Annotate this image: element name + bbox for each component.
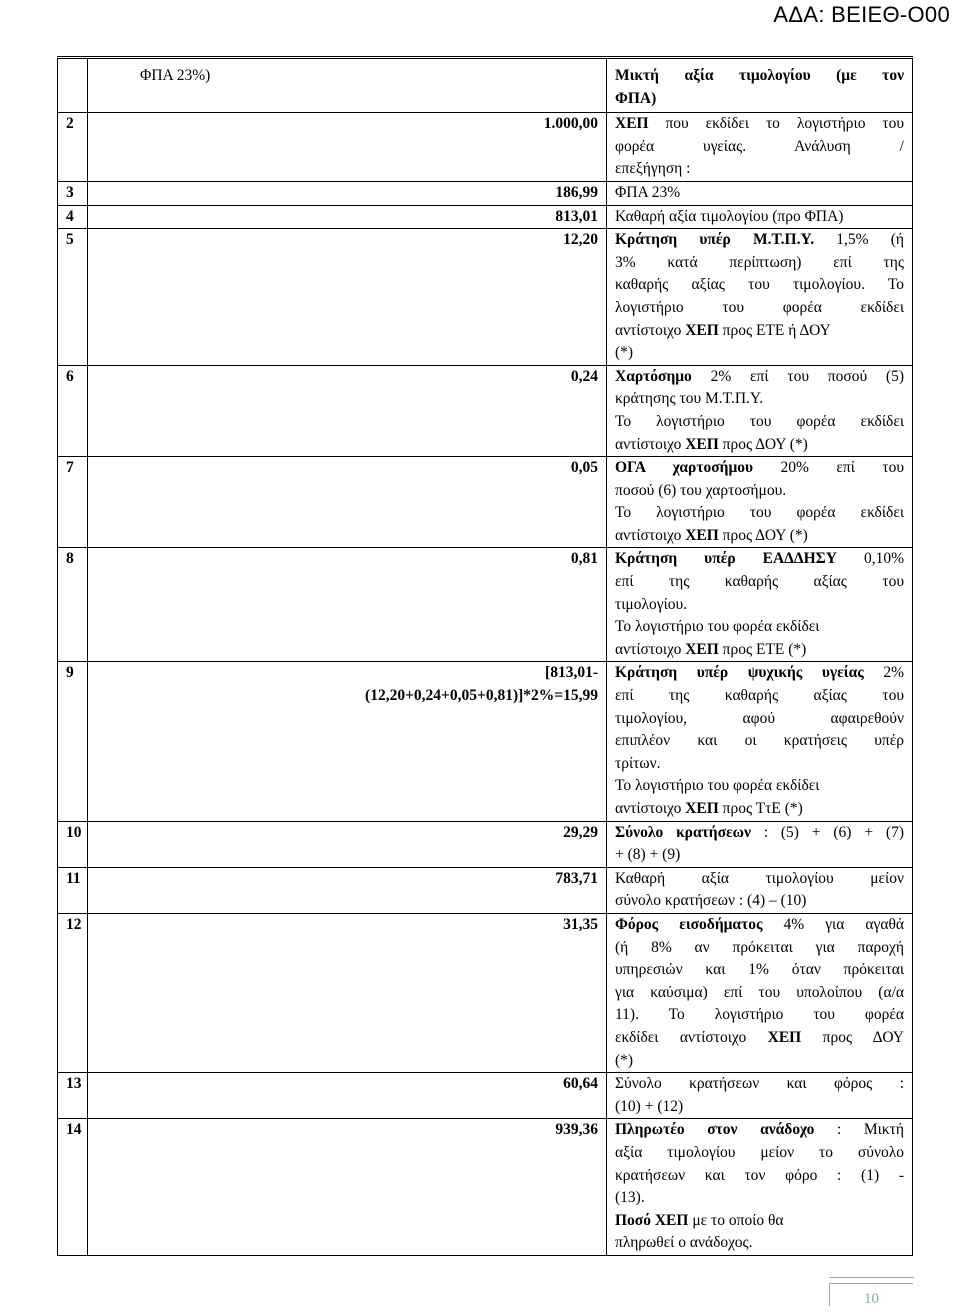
table-row: [58, 457, 913, 548]
desc-fragment: καθαρής αξίας του τιμολογίου. Το: [615, 276, 904, 294]
amount-line: 12,20: [563, 231, 598, 249]
desc-fragment: (ή 8% αν πρόκειται για παροχή: [615, 938, 904, 956]
desc-line: [615, 136, 904, 159]
row-amount: [88, 457, 607, 548]
desc-fragment: αντίστοιχο: [615, 800, 686, 817]
row-amount: [88, 548, 607, 662]
row-number: 2: [58, 113, 88, 182]
desc-fragment: αντίστοιχο: [615, 526, 686, 544]
desc-line: [615, 1027, 904, 1050]
table-row: [58, 113, 913, 182]
desc-fragment: προς ΕΤΕ ή ΔΟΥ: [718, 321, 831, 339]
amount-line: 783,71: [555, 869, 598, 887]
desc-line: [615, 342, 904, 365]
page-number: 10: [829, 1283, 913, 1306]
desc-fragment: 1,5% (ή: [814, 231, 904, 249]
desc-fragment: ΧΕΠ: [615, 115, 649, 133]
desc-fragment: πληρωθεί ο ανάδοχος.: [615, 1234, 753, 1252]
desc-line: [615, 206, 904, 229]
desc-fragment: προς ΔΟΥ: [801, 1028, 904, 1046]
desc-line: [615, 229, 904, 252]
desc-line: [615, 158, 904, 181]
desc-fragment: αντίστοιχο: [615, 435, 686, 453]
row-amount: [88, 58, 607, 113]
desc-fragment: 2% επί του ποσού (5): [691, 367, 904, 385]
row-description: [607, 1073, 913, 1119]
desc-line: [615, 434, 904, 457]
desc-line: [615, 616, 904, 639]
desc-fragment: Σύνολο κρατήσεων: [615, 823, 751, 841]
desc-line: [615, 480, 904, 503]
desc-line: [615, 890, 904, 913]
row-description: [607, 913, 913, 1072]
amount-line: [813,01-: [545, 664, 598, 682]
desc-fragment: Πληρωτέο στον ανάδοχο: [615, 1121, 815, 1139]
row-number: 10: [58, 821, 88, 867]
desc-fragment: Φόρος εισοδήματος: [615, 915, 763, 933]
row-number: [58, 58, 88, 113]
table-row: [58, 913, 913, 1072]
desc-line: [615, 320, 904, 343]
desc-fragment: επί της καθαρής αξίας του: [615, 573, 904, 591]
desc-line: [615, 798, 904, 821]
row-amount: [88, 113, 607, 182]
desc-fragment: προς ΕΤΕ (*): [718, 640, 807, 658]
row-amount: [88, 1119, 607, 1256]
desc-line: [615, 411, 904, 434]
desc-line: [615, 88, 904, 111]
desc-line: [615, 662, 904, 685]
desc-fragment: επί της καθαρής αξίας του: [615, 687, 904, 705]
desc-fragment: 11). Το λογιστήριο του φορέα: [615, 1006, 904, 1024]
row-number: 4: [58, 205, 88, 229]
row-number: 12: [58, 913, 88, 1072]
desc-line: [615, 708, 904, 731]
desc-fragment: (10) + (12): [615, 1097, 684, 1115]
amount-line: 186,99: [555, 183, 598, 201]
desc-line: [615, 868, 904, 891]
row-amount: [88, 662, 607, 821]
row-number: 14: [58, 1119, 88, 1256]
desc-fragment: Το λογιστήριο του φορέα εκδίδει: [615, 504, 904, 522]
desc-fragment: ποσού (6) του χαρτοσήμου.: [615, 481, 787, 499]
desc-line: [615, 388, 904, 411]
desc-fragment: αντίστοιχο: [615, 640, 686, 658]
row-number: 9: [58, 662, 88, 821]
desc-fragment: με το οποίο θα: [688, 1211, 784, 1229]
table-row: [58, 229, 913, 366]
desc-line: [615, 937, 904, 960]
desc-line: [615, 594, 904, 617]
desc-fragment: τρίτων.: [615, 754, 661, 772]
row-description: [607, 821, 913, 867]
desc-fragment: (*): [615, 344, 634, 362]
desc-fragment: υπηρεσιών και 1% όταν πρόκειται: [615, 961, 904, 979]
desc-line: [615, 914, 904, 937]
amount-line: 939,36: [555, 1121, 598, 1139]
desc-fragment: ΧΕΠ: [685, 640, 719, 658]
desc-fragment: Κράτηση υπέρ ΕΑΔΔΗΣΥ: [615, 550, 837, 568]
row-description: [607, 229, 913, 366]
desc-fragment: τιμολογίου, αφού αφαιρεθούν: [615, 709, 904, 727]
amount-line: 29,29: [563, 823, 598, 841]
desc-fragment: Το λογιστήριο του φορέα εκδίδει: [615, 618, 820, 636]
row-amount: [88, 867, 607, 913]
desc-line: [615, 775, 904, 798]
amount-line: (12,20+0,24+0,05+0,81)]*2%=15,99: [365, 687, 598, 705]
desc-line: [615, 1073, 904, 1096]
row-description: [607, 548, 913, 662]
desc-fragment: προς ΔΟΥ (*): [718, 526, 808, 544]
row-number: 11: [58, 867, 88, 913]
desc-line: [615, 685, 904, 708]
desc-fragment: (*): [615, 1051, 634, 1069]
table-row: [58, 1073, 913, 1119]
table-row: [58, 548, 913, 662]
desc-fragment: Το λογιστήριο του φορέα εκδίδει: [615, 412, 904, 430]
desc-line: [615, 844, 904, 867]
row-number: 8: [58, 548, 88, 662]
desc-fragment: : Μικτή: [814, 1121, 904, 1139]
desc-fragment: 20% επί του: [753, 459, 904, 477]
desc-line: [615, 639, 904, 662]
desc-line: [615, 1210, 904, 1233]
desc-line: [615, 65, 904, 88]
table-row: [58, 58, 913, 113]
desc-fragment: εκδίδει αντίστοιχο: [615, 1028, 768, 1046]
desc-line: [615, 1050, 904, 1073]
desc-fragment: προς ΔΟΥ (*): [718, 435, 808, 453]
desc-line: [615, 366, 904, 389]
desc-fragment: Χαρτόσημο: [615, 367, 692, 385]
desc-fragment: αντίστοιχο: [615, 321, 686, 339]
desc-fragment: (13).: [615, 1189, 645, 1207]
amount-line: 0,24: [570, 367, 598, 385]
amount-line: 0,81: [570, 550, 598, 568]
desc-fragment: : (5) + (6) + (7): [750, 823, 904, 841]
amount-line: 0,05: [570, 459, 598, 477]
desc-fragment: + (8) + (9): [615, 846, 681, 864]
row-number: 7: [58, 457, 88, 548]
desc-fragment: ΦΠΑ): [615, 89, 657, 107]
desc-fragment: ΧΕΠ: [685, 321, 719, 339]
desc-fragment: ΧΕΠ: [767, 1028, 802, 1046]
row-amount: [88, 229, 607, 366]
row-amount: [88, 365, 607, 456]
desc-fragment: σύνολο κρατήσεων : (4) – (10): [615, 892, 807, 910]
table-row: [58, 205, 913, 229]
desc-line: [615, 297, 904, 320]
desc-fragment: 2%: [863, 664, 904, 682]
table-row: [58, 821, 913, 867]
amount-line: 1.000,00: [543, 115, 598, 133]
desc-line: [615, 252, 904, 275]
row-number: 5: [58, 229, 88, 366]
desc-fragment: 0,10%: [836, 550, 904, 568]
desc-line: [615, 753, 904, 776]
desc-line: [615, 730, 904, 753]
row-description: [607, 181, 913, 205]
ada-code: ΑΔΑ: ΒΕΙΕΘ-Ο00: [773, 2, 950, 27]
desc-line: [615, 182, 904, 205]
amount-line: 813,01: [555, 207, 598, 225]
row-amount: [88, 181, 607, 205]
row-description: [607, 58, 913, 113]
desc-fragment: Ποσό ΧΕΠ: [615, 1211, 689, 1229]
table-row: [58, 662, 913, 821]
desc-fragment: κρατήσεων και τον φόρο : (1) -: [615, 1166, 904, 1184]
desc-fragment: φορέα υγείας. Ανάλυση /: [615, 137, 904, 155]
row-description: [607, 867, 913, 913]
amount-line: 60,64: [563, 1075, 598, 1093]
desc-line: [615, 1165, 904, 1188]
desc-fragment: Καθαρή αξία τιμολογίου (προ ΦΠΑ): [615, 207, 844, 225]
desc-line: [615, 1232, 904, 1255]
desc-fragment: ΦΠΑ 23%: [615, 183, 681, 201]
row-description: [607, 662, 913, 821]
desc-fragment: Μικτή αξία τιμολογίου (με τον: [615, 67, 904, 84]
desc-line: [615, 457, 904, 480]
desc-line: [615, 1096, 904, 1119]
amount-line: 31,35: [563, 915, 598, 933]
desc-fragment: για καύσιμα) επί του υπολοίπου (α/α: [615, 983, 904, 1001]
desc-fragment: κράτησης του Μ.Τ.Π.Υ.: [615, 390, 764, 408]
row-number: 3: [58, 181, 88, 205]
desc-fragment: που εκδίδει το λογιστήριο του: [648, 115, 904, 133]
desc-fragment: επεξήγηση :: [615, 160, 691, 178]
row-amount: [88, 1073, 607, 1119]
row-description: [607, 457, 913, 548]
desc-fragment: 4% για αγαθά: [762, 915, 904, 933]
desc-line: [615, 113, 904, 136]
desc-fragment: ΧΕΠ: [685, 435, 719, 453]
row-description: [607, 205, 913, 229]
desc-line: [615, 502, 904, 525]
desc-fragment: ΧΕΠ: [685, 800, 719, 817]
row-description: [607, 1119, 913, 1256]
row-description: [607, 365, 913, 456]
row-description: [607, 113, 913, 182]
desc-fragment: ΟΓΑ χαρτοσήμου: [615, 459, 754, 477]
desc-line: [615, 525, 904, 548]
desc-line: [615, 959, 904, 982]
desc-fragment: Σύνολο κρατήσεων και φόρος :: [615, 1075, 904, 1093]
payment-breakdown-table: [57, 56, 913, 1256]
desc-line: [615, 548, 904, 571]
desc-line: [615, 1119, 904, 1142]
desc-fragment: αξία τιμολογίου μείον το σύνολο: [615, 1143, 904, 1161]
desc-line: [615, 1004, 904, 1027]
desc-fragment: Καθαρή αξία τιμολογίου μείον: [615, 869, 904, 887]
desc-fragment: τιμολογίου.: [615, 595, 688, 613]
page-number-rule: [829, 1277, 914, 1280]
desc-fragment: προς ΤτΕ (*): [718, 800, 803, 817]
desc-line: [615, 982, 904, 1005]
row-amount: [88, 821, 607, 867]
row-amount: [88, 205, 607, 229]
row-amount: [88, 913, 607, 1072]
table-row: [58, 365, 913, 456]
desc-fragment: 3% κατά περίπτωση) επί της: [615, 253, 904, 271]
desc-line: [615, 571, 904, 594]
desc-fragment: ΧΕΠ: [685, 526, 719, 544]
desc-fragment: Το λογιστήριο του φορέα εκδίδει: [615, 777, 820, 795]
table-row: [58, 1119, 913, 1256]
desc-fragment: Κράτηση υπέρ ψυχικής υγείας: [615, 664, 864, 682]
desc-fragment: λογιστήριο του φορέα εκδίδει: [615, 298, 904, 316]
desc-line: [615, 274, 904, 297]
table-row: [58, 867, 913, 913]
desc-line: [615, 1142, 904, 1165]
desc-line: [615, 1187, 904, 1210]
desc-fragment: Κράτηση υπέρ Μ.Τ.Π.Υ.: [615, 231, 815, 249]
table-row: [58, 181, 913, 205]
desc-fragment: επιπλέον και οι κρατήσεις υπέρ: [615, 732, 904, 750]
desc-line: [615, 822, 904, 845]
row-number: 13: [58, 1073, 88, 1119]
row-number: 6: [58, 365, 88, 456]
amount-line: ΦΠΑ 23%): [140, 67, 211, 84]
